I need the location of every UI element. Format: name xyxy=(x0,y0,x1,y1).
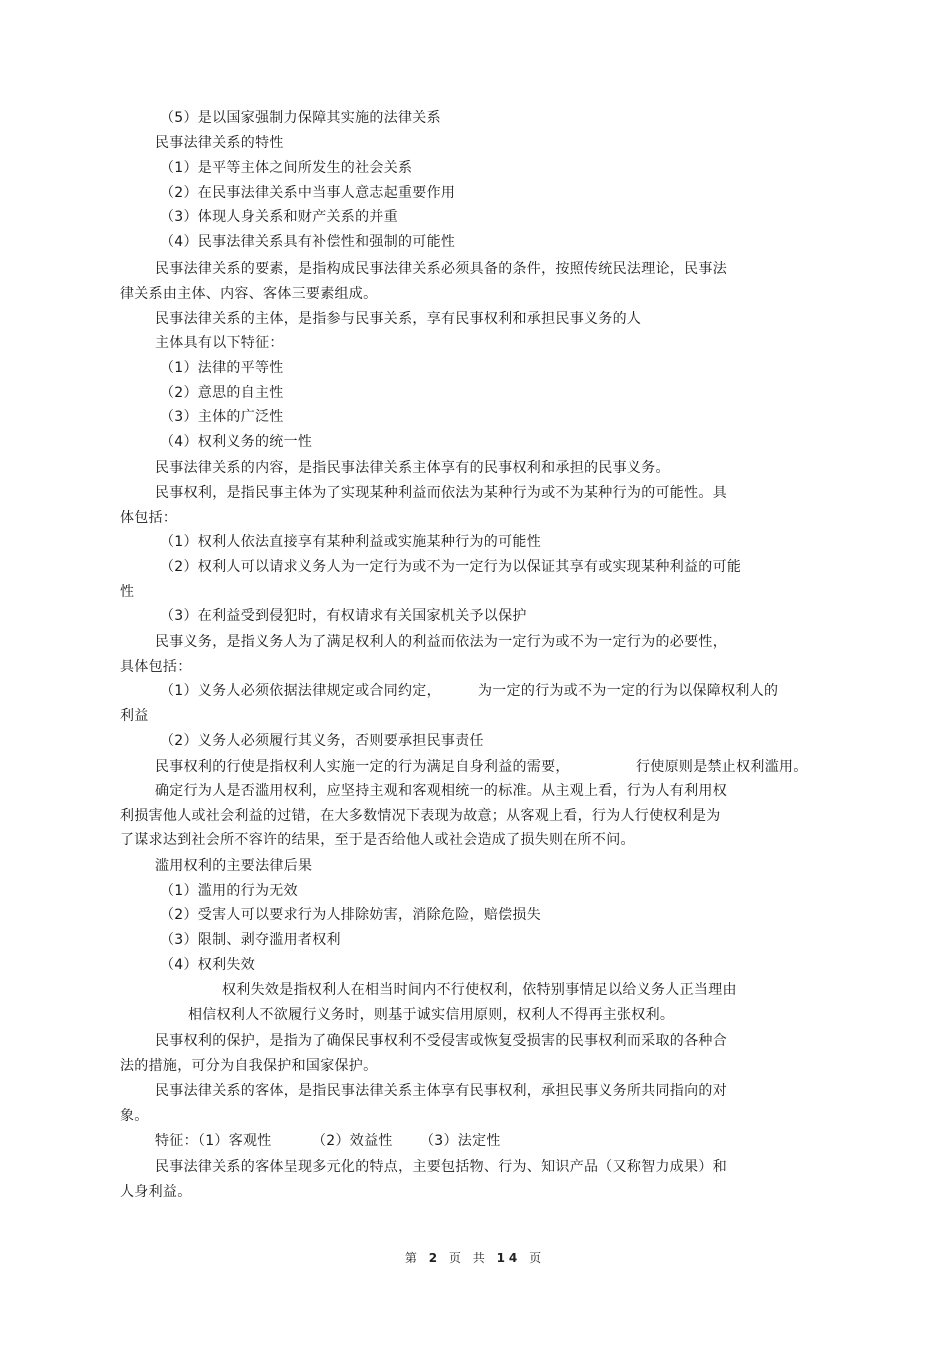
text-line: 行使原则是禁止权利滥用。 xyxy=(636,759,808,775)
footer-mid: 页 共 xyxy=(448,1251,489,1265)
text-line: （2）在民事法律关系中当事人意志起重要作用 xyxy=(160,185,456,201)
page-footer xyxy=(0,1250,950,1266)
text-line: 性 xyxy=(120,584,135,600)
total-page-count: 14 xyxy=(496,1251,522,1265)
text-line: （4）权利义务的统一性 xyxy=(160,434,313,450)
text-line: （2）受害人可以要求行为人排除妨害，消除危险，赔偿损失 xyxy=(160,907,542,923)
text-line: 象。 xyxy=(120,1108,149,1124)
text-line: 权利失效是指权利人在相当时间内不行使权利，依特别事情足以给义务人正当理由 xyxy=(222,982,737,998)
text-line: 民事权利，是指民事主体为了实现某种利益而依法为某种行为或不为某种行为的可能性。具 xyxy=(155,485,727,501)
text-line: （5）是以国家强制力保障其实施的法律关系 xyxy=(160,110,441,126)
text-line: （1）滥用的行为无效 xyxy=(160,883,298,899)
text-line: 民事义务，是指义务人为了满足权利人的利益而依法为一定行为或不为一定行为的必要性， xyxy=(155,634,727,650)
text-line: 律关系由主体、内容、客体三要素组成。 xyxy=(120,286,378,302)
text-line: 民事权利的保护，是指为了确保民事权利不受侵害或恢复受损害的民事权利而采取的各种合 xyxy=(155,1033,727,1049)
text-line: （2）效益性 xyxy=(312,1133,393,1149)
section-heading: 民事法律关系的特性 xyxy=(155,135,284,151)
text-line: （2）意思的自主性 xyxy=(160,385,284,401)
text-line: （3）在利益受到侵犯时，有权请求有关国家机关予以保护 xyxy=(160,608,527,624)
text-line: 民事法律关系的客体呈现多元化的特点，主要包括物、行为、知识产品（又称智力成果）和 xyxy=(155,1159,727,1175)
text-line: 特征：（1）客观性 xyxy=(155,1133,272,1149)
text-line: 了谋求达到社会所不容许的结果，至于是否给他人或社会造成了损失则在所不问。 xyxy=(120,832,635,848)
text-line: 人身利益。 xyxy=(120,1184,192,1200)
text-line: （4）权利失效 xyxy=(160,957,256,973)
text-line: 民事权利的行使是指权利人实施一定的行为满足自身利益的需要， xyxy=(155,759,570,775)
text-line: 具体包括： xyxy=(120,659,192,675)
text-line: 民事法律关系的主体，是指参与民事关系，享有民事权利和承担民事义务的人 xyxy=(155,311,642,327)
text-line: 体包括： xyxy=(120,510,178,526)
text-line: 利益 xyxy=(120,708,149,724)
text-line: 法的措施，可分为自我保护和国家保护。 xyxy=(120,1058,378,1074)
text-line: 民事法律关系的要素，是指构成民事法律关系必须具备的条件，按照传统民法理论，民事法 xyxy=(155,261,727,277)
text-line: 为一定的行为或不为一定的行为以保障权利人的 xyxy=(478,683,779,699)
text-line: 确定行为人是否滥用权利，应坚持主观和客观相统一的标准。从主观上看，行为人有利用权 xyxy=(155,783,727,799)
current-page-number: 2 xyxy=(428,1251,442,1265)
text-line: 利损害他人或社会利益的过错，在大多数情况下表现为故意；从客观上看，行为人行使权利是为 xyxy=(120,808,721,824)
text-line: （1）权利人依法直接享有某种利益或实施某种行为的可能性 xyxy=(160,534,542,550)
text-line: （4）民事法律关系具有补偿性和强制的可能性 xyxy=(160,234,456,250)
text-line: （2）权利人可以请求义务人为一定行为或不为一定行为以保证其享有或实现某种利益的可能 xyxy=(160,559,742,575)
text-line: 民事法律关系的内容，是指民事法律关系主体享有的民事权利和承担的民事义务。 xyxy=(155,460,670,476)
text-line: 民事法律关系的客体，是指民事法律关系主体享有民事权利，承担民事义务所共同指向的对 xyxy=(155,1083,727,1099)
text-line: （2）义务人必须履行其义务，否则要承担民事责任 xyxy=(160,733,484,749)
text-line: （3）体现人身关系和财产关系的并重 xyxy=(160,209,399,225)
text-line: （3）主体的广泛性 xyxy=(160,409,284,425)
text-line: （3）法定性 xyxy=(420,1133,501,1149)
footer-suffix: 页 xyxy=(529,1251,546,1265)
text-line: （3）限制、剥夺滥用者权利 xyxy=(160,932,341,948)
text-line: 相信权利人不欲履行义务时，则基于诚实信用原则，权利人不得再主张权利。 xyxy=(188,1007,675,1023)
text-line: （1）法律的平等性 xyxy=(160,360,284,376)
footer-prefix: 第 xyxy=(404,1251,421,1265)
text-line: 主体具有以下特征： xyxy=(155,335,284,351)
text-line: （1）是平等主体之间所发生的社会关系 xyxy=(160,160,413,176)
text-line: （1）义务人必须依据法律规定或合同约定， xyxy=(160,683,441,699)
section-heading: 滥用权利的主要法律后果 xyxy=(155,858,313,874)
